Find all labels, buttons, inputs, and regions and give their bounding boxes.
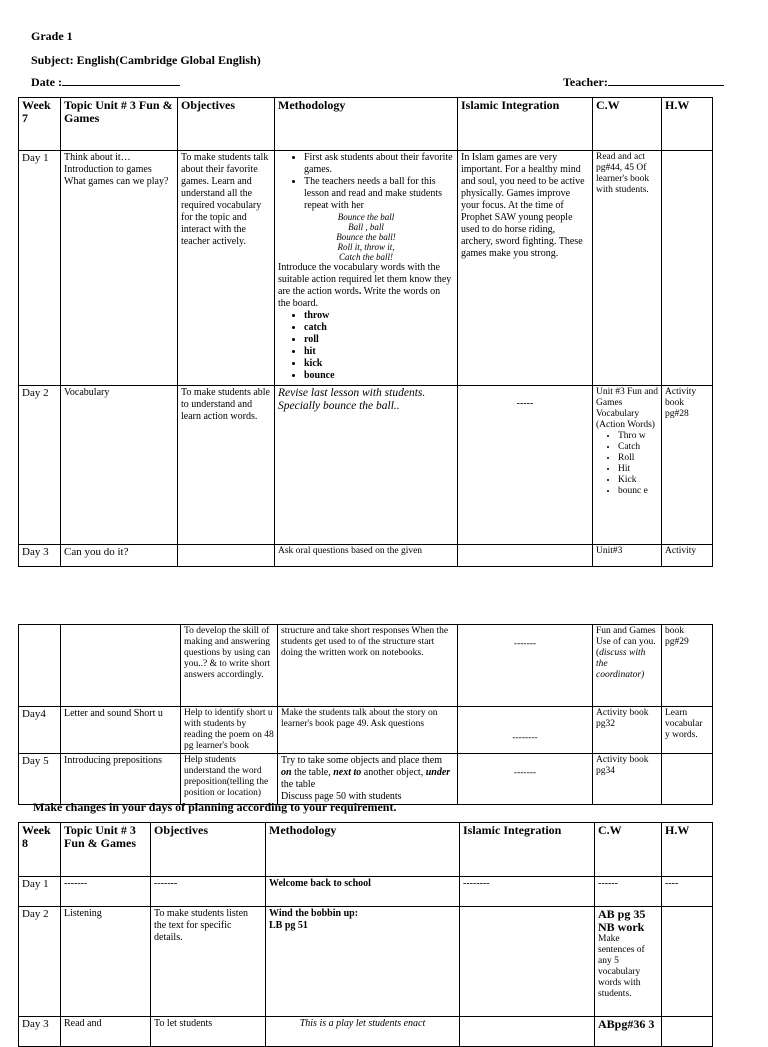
method-line: Wind the bobbin up:	[269, 908, 359, 919]
cw-cell	[595, 907, 662, 1017]
topic-cell: Letter and sound Short u	[61, 707, 181, 754]
list-item: • bounce	[304, 370, 454, 382]
methodology-cell: Ask oral questions based on the given	[275, 545, 458, 567]
week-header: Week 7	[19, 98, 61, 151]
method-text: Try to take some objects and place them	[281, 755, 442, 766]
method-line: Discuss page 50 with students	[281, 791, 402, 802]
objectives-cell: To make students talk about their favorite games. Learn and understand all the required vocabulary for the topic and interact with the teacher actively.	[178, 151, 275, 386]
islamic-cell: --------	[460, 877, 595, 907]
topic-cell: Read and	[61, 1017, 151, 1047]
methodology-cell: Welcome back to school	[266, 877, 460, 907]
method-text: the table	[281, 779, 316, 790]
islamic-header: Islamic Integration	[458, 98, 593, 151]
day-cell: Day 3	[19, 545, 61, 567]
cw-note	[596, 648, 658, 681]
cw-cell	[593, 625, 662, 707]
list-item: • The teachers needs a ball for this lesson and read and make students repeat with her	[304, 176, 454, 212]
day-cell: Day 5	[19, 754, 61, 805]
list-item: • catch	[304, 322, 454, 334]
hw-cell: Activity	[662, 545, 713, 567]
objectives-header: Objectives	[178, 98, 275, 151]
method-write-text: Write the words on the board.	[278, 286, 441, 309]
table-row	[19, 545, 713, 567]
table-row	[19, 1017, 713, 1047]
cw-title: Unit #3 Fun and Games Vocabulary (Action Words)	[596, 387, 659, 430]
methodology-cell: This is a play let students enact	[266, 1017, 460, 1047]
method-line	[281, 755, 454, 791]
list-item: • Roll	[618, 453, 658, 464]
objectives-cell: -------	[151, 877, 266, 907]
islamic-cell: In Islam games are very important. For a healthy mind and soul, you need to be active physically. Games improve your focus. At the time of Prophet SAW young people used to do horse riding, archery, sword fighting. These games make you strong.	[458, 151, 593, 386]
method-list	[278, 152, 454, 212]
hw-cell: book pg#29	[662, 625, 713, 707]
methodology-cell	[266, 907, 460, 1017]
week8-table	[18, 822, 713, 1047]
table-row	[19, 754, 713, 805]
chant-line: Catch the ball!	[339, 252, 393, 262]
list-item: • Hit	[618, 464, 658, 475]
method-line: LB pg 51	[269, 920, 308, 931]
objectives-cell: To let students	[151, 1017, 266, 1047]
cw-cell: ABpg#36 3	[595, 1017, 662, 1047]
cw-header: C.W	[595, 823, 662, 877]
method-intro	[278, 262, 454, 310]
methodology-cell	[278, 754, 458, 805]
cw-text: Fun and Games Use of can you.	[596, 626, 656, 647]
date-field	[31, 74, 180, 90]
methodology-cell	[275, 151, 458, 386]
islamic-cell	[460, 1017, 595, 1047]
date-line	[62, 74, 180, 86]
day-cell: Day 3	[19, 1017, 61, 1047]
hw-cell: ----	[662, 877, 713, 907]
hw-cell	[662, 754, 713, 805]
list-item: • Kick	[618, 475, 658, 486]
topic-header: Topic Unit # 3 Fun & Games	[61, 823, 151, 877]
cw-cell	[593, 386, 662, 545]
objectives-cell: To make students able to understand and learn action words.	[178, 386, 275, 545]
table-row	[19, 625, 713, 707]
list-item: • Catch	[618, 442, 658, 453]
planning-note: Make changes in your days of planning according to your requirement.	[33, 800, 397, 814]
islamic-cell: -------	[458, 625, 593, 707]
day-cell: Day4	[19, 707, 61, 754]
cw-text: Make sentences of any 5 vocabulary words with students.	[598, 934, 645, 999]
hw-cell: Activity book pg#28	[662, 386, 713, 545]
methodology-cell: structure and take short responses When the students get used to of the structure start doing the written work on notebooks.	[278, 625, 458, 707]
list-item: • roll	[304, 334, 454, 346]
method-emphasis: under	[425, 767, 451, 778]
vocab-list	[278, 310, 454, 382]
islamic-cell: -------	[458, 754, 593, 805]
objectives-cell: To develop the skill of making and answering questions by using can you..? & to write short answers accordingly.	[181, 625, 278, 707]
table-row	[19, 707, 713, 754]
list-item: • bounc e	[618, 486, 658, 497]
topic-cell: Introducing prepositions	[61, 754, 181, 805]
chant-line: Bounce the ball	[337, 212, 395, 222]
method-emphasis: on	[281, 767, 292, 778]
topic-cell: Vocabulary	[61, 386, 178, 545]
method-dot: .	[358, 286, 362, 297]
cw-cell: Read and act pg#44, 45 Of learner's book with students.	[593, 151, 662, 386]
hw-header: H.W	[662, 823, 713, 877]
day-cell: Day 1	[19, 877, 61, 907]
cw-note-text: discuss with the coordinator)	[596, 648, 646, 680]
methodology-header: Methodology	[275, 98, 458, 151]
chant-line: Ball , ball	[348, 222, 384, 232]
objectives-cell: To make students listen the text for specific details.	[151, 907, 266, 1017]
cw-cell: Unit#3	[593, 545, 662, 567]
hw-cell: Learn vocabular y words.	[662, 707, 713, 754]
islamic-cell	[460, 907, 595, 1017]
islamic-cell: -----	[458, 386, 593, 545]
topic-header: Topic Unit # 3 Fun & Games	[61, 98, 178, 151]
methodology-cell: Revise last lesson with students. Specially bounce the ball..	[275, 386, 458, 545]
objectives-header: Objectives	[151, 823, 266, 877]
week7-table	[18, 97, 713, 567]
topic-cell: Listening	[61, 907, 151, 1017]
date-label: Date :	[31, 75, 62, 89]
week7-continued-table	[18, 624, 713, 805]
method-text: the table,	[291, 767, 334, 778]
week7-header-row	[19, 98, 713, 151]
week-header: Week 8	[19, 823, 61, 877]
topic-cell: Think about it… Introduction to games What games can we play?	[61, 151, 178, 386]
hw-header: H.W	[662, 98, 713, 151]
list-item: • First ask students about their favorite games.	[304, 152, 454, 176]
teacher-field	[563, 74, 724, 90]
topic-cell: Can you do it?	[61, 545, 178, 567]
hw-cell	[662, 151, 713, 386]
table-row	[19, 877, 713, 907]
teacher-label: Teacher:	[563, 75, 608, 89]
teacher-line	[608, 74, 724, 86]
method-text: another object,	[361, 767, 426, 778]
cw-cell: Activity book pg32	[593, 707, 662, 754]
list-item: • hit	[304, 346, 454, 358]
list-item: • Thro w	[618, 431, 658, 442]
chant-line: Bounce the ball!	[336, 232, 396, 242]
cw-cell: ------	[595, 877, 662, 907]
day-cell: Day 1	[19, 151, 61, 386]
islamic-header: Islamic Integration	[460, 823, 595, 877]
objectives-cell: Help students understand the word preposition(telling the position or location)	[181, 754, 278, 805]
chant-lines	[278, 212, 454, 262]
week8-header-row	[19, 823, 713, 877]
methodology-header: Methodology	[266, 823, 460, 877]
cw-title: AB pg 35 NB work	[598, 907, 646, 934]
grade-label: Grade 1	[31, 29, 73, 43]
hw-cell	[662, 907, 713, 1017]
list-item: • kick	[304, 358, 454, 370]
day-cell: Day 2	[19, 386, 61, 545]
method-emphasis: next to	[333, 767, 362, 778]
islamic-cell	[458, 545, 593, 567]
topic-cell	[61, 625, 181, 707]
table-row	[19, 386, 713, 545]
objectives-cell: Help to identify short u with students by reading the poem on 48 pg learner's book	[181, 707, 278, 754]
list-item: • throw	[304, 310, 454, 322]
table-row	[19, 907, 713, 1017]
cw-note-paren: (	[596, 648, 600, 658]
topic-cell: -------	[61, 877, 151, 907]
day-cell: Day 2	[19, 907, 61, 1017]
methodology-cell: Make the students talk about the story on learner's book page 49. Ask questions	[278, 707, 458, 754]
islamic-cell: --------	[458, 707, 593, 754]
subject-label: Subject: English(Cambridge Global English)	[31, 53, 261, 67]
hw-cell	[662, 1017, 713, 1047]
method-intro-text: Introduce the vocabulary words with the suitable action required let them know they are the action words	[278, 262, 452, 297]
cw-header: C.W	[593, 98, 662, 151]
day-cell	[19, 625, 61, 707]
cw-word-list	[596, 431, 658, 497]
table-row	[19, 151, 713, 386]
chant-line: Roll it, throw it,	[337, 242, 395, 252]
cw-cell: Activity book pg34	[593, 754, 662, 805]
objectives-cell	[178, 545, 275, 567]
